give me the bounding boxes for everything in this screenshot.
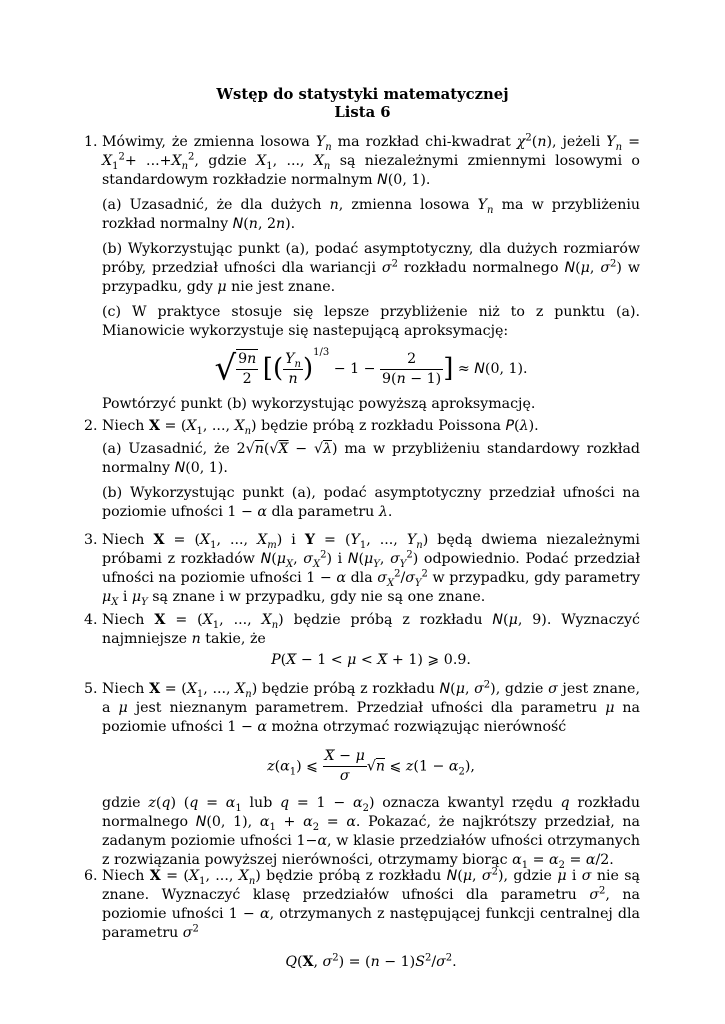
problem-part: (b) Wykorzystując punkt (a), podać asymptotyczny przedział ufności na poziomie ufności 1 − α dla parametru λ. xyxy=(102,485,640,520)
problem-text: Niech $X = (X_1$, ..., $X_n$) będzie próbą z rozkładu N(μ, 9). Wyznaczyć najmniejsze n takie, że xyxy=(102,612,640,647)
document-title: Wstęp do statystyki matematycznej xyxy=(216,86,509,103)
equation: Q(X, $\sigma^2) = (n - 1)S^2/\sigma^2$. xyxy=(285,952,457,970)
problem-number: 5. xyxy=(84,681,98,697)
problem-text: gdzie z(q) ($q = \alpha_1$ lub $q = 1 - \alpha_2$) oznacza kwantyl rzędu q rozkładu normalnego N(0, 1), $\alpha_1 + \alpha_2 = \alpha$. Pokazać, że najkrótszy przedział, na zadanym poziomie ufności 1−α, w klasie przedziałów ufności otrzymanych z rozwiązania powyższej nierówności, otrzymamy biorąc $\alpha_1 = \alpha_2 = \alpha/2$. xyxy=(102,795,641,871)
problem-6 xyxy=(84,867,640,976)
problem-5 xyxy=(84,680,640,870)
equation: $z(\alpha_1)$ ⩽ $\frac{X̄ - \mu}{\sigma}$ √n ⩽ $z(1 - \alpha_2)$, xyxy=(267,748,475,784)
problem-4 xyxy=(84,611,640,674)
equation: √ $\frac{9n}{2}$ [( $\frac{Y_n}{n}$ )$^{1/3}$ − 1 − $\frac{2}{9(n - 1)}$ ] ≈ N(0, 1). xyxy=(214,347,528,389)
problem-2 xyxy=(84,417,640,522)
problem-part: (c) W praktyce stosuje się lepsze przybliżenie niż to z punktu (a). Mianowicie wykorzystuje się nastepującą aproksymację: xyxy=(102,304,640,339)
problem-text: Niech $X = (X_1$, ..., $X_n$) będzie próbą z rozkładu N(μ, $\sigma^2$), gdzie μ i σ nie są znane. Wyznaczyć klasę przedziałów ufności dla parametru $\sigma^2$, na poziomie ufności 1 − α, otrzymanych z następującej funkcji centralnej dla parametru $\sigma^2$ xyxy=(102,866,641,941)
problem-text: Niech $X = (X_1$, ..., $X_m$) i $Y = (Y_1$, ..., $Y_n$) będą dwiema niezależnymi próbami z rozkładów $N(\mu_X$, $\sigma_X^2$) i $N(\mu_Y$, $\sigma_Y^2$) odpowiednio. Podać przedział ufności na poziomie ufności 1 − α dla $\sigma_X^2/\sigma_Y^2$ w przypadku, gdy parametry $\mu_X$ i $\mu_Y$ są znane i w przypadku, gdy nie są one znane. xyxy=(102,532,640,608)
problem-1 xyxy=(84,133,640,414)
equation: P(X̄ − 1 < μ < X̄ + 1) ⩾ 0.9. xyxy=(271,652,471,668)
problem-text: Niech $X = (X_1$, ..., $X_n$) będzie próbą z rozkładu N(μ, $\sigma^2$), gdzie σ jest znane, a μ jest nieznanym parametrem. Przedział ufności dla parametru μ na poziomie ufności 1 − α można otrzymać rozwiązując nierówność xyxy=(102,679,641,735)
problem-part: (a) Uzasadnić, że dla dużych n, zmienna losowa $Y_n$ ma w przybliżeniu rozkład normalny N(n, 2n). xyxy=(102,197,641,232)
problem-text: Niech $X = (X_1$, ..., $X_n$) będzie próbą z rozkładu Poissona P(λ). xyxy=(102,418,539,437)
problem-text: Mówimy, że zmienna losowa $Y_n$ ma rozkład chi-kwadrat $\chi^2(n)$, jeżeli $Y_n = X_1^2+ ...+X_n^2$, gdzie $X_1$, ..., $X_n$ są niezależnymi zmiennymi losowymi o standardowym rozkładzie normalnym N(0, 1). xyxy=(102,132,641,188)
problem-part: (b) Wykorzystując punkt (a), podać asymptotyczny, dla dużych rozmiarów próby, przedział ufności dla wariancji $\sigma^2$ rozkładu normalnego N(μ, $\sigma^2$) w przypadku, gdy μ nie jest znane. xyxy=(102,241,640,295)
problem-number: 1. xyxy=(84,134,98,150)
problem-part: (a) Uzasadnić, że 2√n(√X − √λ) ma w przybliżeniu standardowy rozkład normalny N(0, 1). xyxy=(102,441,640,476)
problem-number: 4. xyxy=(84,612,98,628)
problem-3 xyxy=(84,531,640,607)
document-subtitle: Lista 6 xyxy=(334,104,391,121)
problem-number: 6. xyxy=(84,868,98,884)
problem-part: Powtórzyć punkt (b) wykorzystując powyższą aproksymację. xyxy=(102,396,536,412)
problem-number: 2. xyxy=(84,418,98,434)
problem-number: 3. xyxy=(84,532,98,548)
